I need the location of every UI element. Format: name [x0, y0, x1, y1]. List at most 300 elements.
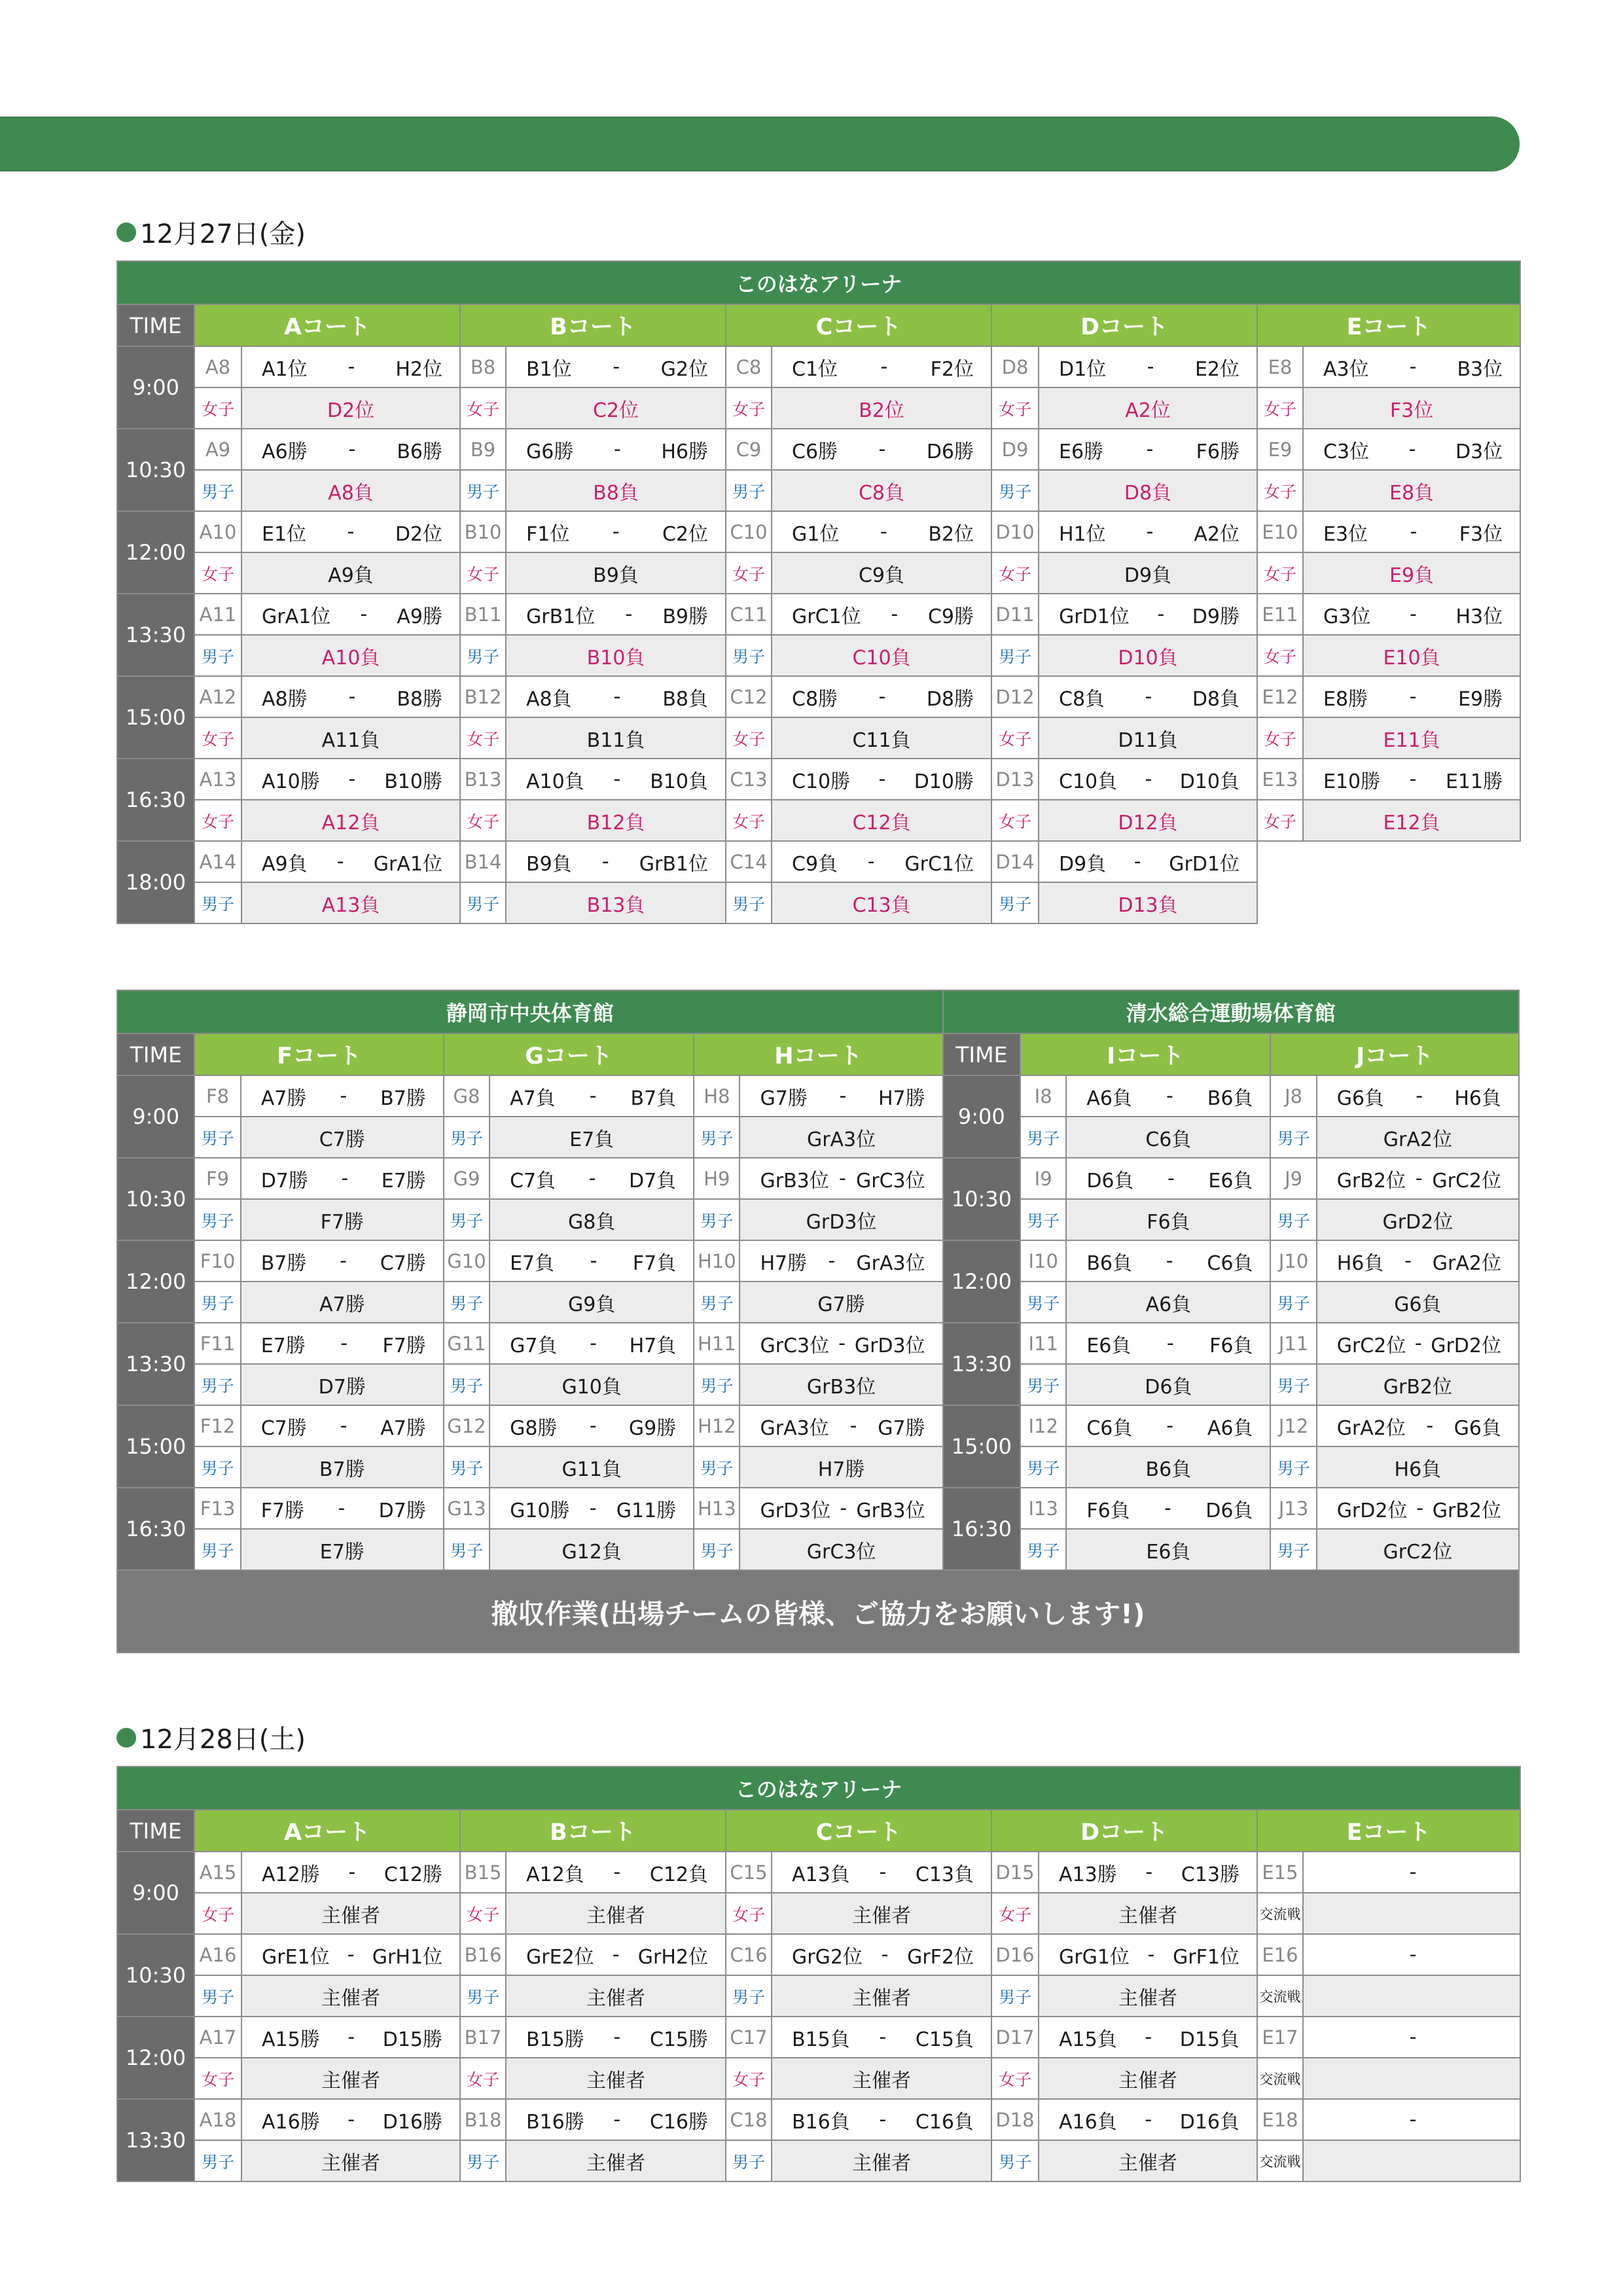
matchup-cell — [506, 676, 726, 717]
team-2: GrC1位 — [904, 852, 974, 876]
team-1: E7勝 — [260, 1334, 306, 1357]
vs-dash: - — [601, 850, 609, 873]
category-label: 女子 — [726, 387, 772, 429]
game-code: E15 — [1257, 1852, 1303, 1893]
game-code: D12 — [991, 676, 1039, 717]
time-slot: 13:30 — [117, 2099, 194, 2181]
vs-dash: - — [1145, 1861, 1153, 1884]
matchup — [772, 353, 991, 382]
referee-assignment: A13負 — [241, 882, 460, 924]
referee-assignment: E6負 — [1066, 1529, 1270, 1570]
table-row — [117, 1852, 1520, 1893]
referee-assignment: C12負 — [772, 800, 991, 841]
referee-assignment: E8負 — [1303, 470, 1520, 511]
matchup — [772, 518, 991, 547]
matchup — [507, 765, 725, 794]
vs-dash: - — [1146, 438, 1154, 461]
vs-dash: - — [338, 1497, 346, 1520]
referee-assignment: D10負 — [1039, 635, 1257, 676]
category-label: 男子 — [444, 1529, 490, 1570]
category-label: 男子 — [444, 1117, 490, 1158]
time-header: TIME — [117, 304, 194, 346]
table-row — [117, 387, 1520, 429]
referee-assignment: E7負 — [490, 1117, 694, 1158]
table-row — [117, 1075, 1519, 1117]
category-label: 女子 — [460, 552, 506, 594]
court-header: Cコート — [726, 304, 991, 346]
vs-dash: - — [878, 438, 886, 461]
table-row — [117, 1405, 1519, 1446]
vs-dash: - — [347, 1943, 355, 1966]
team-2: H7勝 — [878, 1086, 925, 1110]
vs-dash: - — [613, 2108, 621, 2131]
referee-assignment: GrD3位 — [740, 1199, 942, 1240]
category-label: 女子 — [460, 2058, 506, 2099]
table-row — [117, 1158, 1519, 1199]
matchup-cell — [241, 594, 460, 635]
category-label: 男子 — [694, 1364, 740, 1405]
referee-assignment: G6負 — [1317, 1282, 1519, 1323]
teardown-banner: 撤収作業(出場チームの皆様、ご協力をお願いします!) — [117, 1570, 1519, 1653]
category-label: 男子 — [726, 2140, 772, 2181]
matchup — [241, 1082, 443, 1111]
team-1: E3位 — [1323, 522, 1368, 546]
time-slot: 15:00 — [943, 1405, 1020, 1488]
referee-assignment: A9負 — [241, 552, 460, 594]
game-code: B10 — [460, 511, 506, 552]
matchup — [242, 765, 459, 794]
team-1: B15勝 — [526, 2028, 584, 2051]
team-1: C8勝 — [792, 687, 838, 711]
team-2: D15負 — [1179, 2028, 1240, 2051]
matchup — [242, 683, 459, 711]
category-label: 男子 — [991, 635, 1039, 676]
team-1: C10勝 — [792, 770, 851, 793]
team-1: E10勝 — [1323, 770, 1381, 793]
category-label: 男子 — [194, 1529, 240, 1570]
matchup — [1317, 1082, 1518, 1111]
game-code: J8 — [1270, 1075, 1316, 1117]
matchup — [1067, 1164, 1270, 1193]
game-code: D9 — [991, 429, 1039, 470]
matchup — [772, 2106, 991, 2134]
referee-assignment: B12負 — [506, 800, 726, 841]
referee-assignment: 主催者 — [506, 1893, 726, 1934]
matchup-cell — [1039, 841, 1257, 882]
category-label: 男子 — [444, 1199, 490, 1240]
referee-assignment: 主催者 — [772, 1975, 991, 2017]
matchup-cell — [506, 2017, 726, 2058]
team-2: G6負 — [1454, 1416, 1501, 1440]
game-code: C18 — [726, 2099, 772, 2140]
vs-dash: - — [589, 1414, 597, 1437]
category-label: 男子 — [1270, 1117, 1316, 1158]
table-row — [117, 1446, 1519, 1488]
team-1: A8負 — [526, 687, 572, 711]
category-label: 男子 — [194, 1282, 240, 1323]
game-code: G12 — [444, 1405, 490, 1446]
vs-dash: - — [1168, 1167, 1175, 1190]
vs-dash: - — [347, 520, 355, 543]
referee-assignment: D13負 — [1039, 882, 1257, 924]
referee-assignment: C7勝 — [241, 1117, 444, 1158]
referee-assignment: B2位 — [772, 387, 991, 429]
vs-dash: - — [348, 1861, 356, 1884]
team-2: GrB2位 — [1432, 1499, 1501, 1522]
game-code: C10 — [726, 511, 772, 552]
matchup — [740, 1164, 942, 1193]
vs-dash: - — [840, 1497, 847, 1520]
vs-dash: - — [613, 355, 620, 378]
referee-assignment: 主催者 — [506, 2140, 726, 2181]
team-2: A7勝 — [380, 1416, 426, 1440]
category-label: 男子 — [444, 1282, 490, 1323]
game-code: E16 — [1257, 1934, 1303, 1975]
vs-dash: - — [1145, 2026, 1152, 2049]
team-2: D8勝 — [926, 687, 974, 711]
category-label: 男子 — [1020, 1282, 1066, 1323]
category-label: 男子 — [1020, 1117, 1066, 1158]
category-label: 交流戦 — [1257, 1975, 1303, 2017]
court-header: Dコート — [991, 1810, 1257, 1852]
referee-assignment: A11負 — [241, 717, 460, 759]
court-header: Cコート — [726, 1810, 991, 1852]
team-2: GrB1位 — [639, 852, 708, 876]
category-label: 男子 — [194, 1446, 240, 1488]
team-2: C7勝 — [380, 1251, 426, 1275]
matchup-cell — [1317, 1075, 1519, 1117]
game-code: D13 — [991, 759, 1039, 800]
matchup-cell — [1303, 594, 1520, 635]
matchup — [1039, 1941, 1257, 1969]
vs-dash: - — [878, 768, 886, 791]
matchup — [1304, 1943, 1520, 1966]
category-label: 女子 — [194, 1893, 241, 1934]
matchup — [1067, 1412, 1270, 1441]
referee-assignment: 主催者 — [1039, 2058, 1257, 2099]
matchup-cell — [1303, 346, 1520, 387]
referee-assignment: G12負 — [490, 1529, 694, 1570]
category-label: 男子 — [1020, 1529, 1066, 1570]
referee-assignment: B10負 — [506, 635, 726, 676]
court-header-row — [117, 1033, 1519, 1075]
time-slot: 15:00 — [117, 1405, 194, 1488]
category-label: 女子 — [1257, 552, 1303, 594]
category-label: 女子 — [194, 552, 241, 594]
team-1: G6負 — [1336, 1086, 1385, 1110]
vs-dash: - — [1166, 1085, 1173, 1107]
matchup-cell — [1317, 1240, 1519, 1282]
category-label: 男子 — [694, 1529, 740, 1570]
game-code: F8 — [194, 1075, 240, 1117]
time-header: TIME — [117, 1033, 194, 1075]
category-label: 男子 — [726, 635, 772, 676]
matchup-cell — [772, 511, 991, 552]
team-2: G7勝 — [878, 1416, 925, 1440]
team-2: H3位 — [1455, 605, 1503, 628]
team-2: D6負 — [1205, 1499, 1253, 1522]
team-1: A16負 — [1059, 2110, 1117, 2134]
matchup — [1039, 848, 1257, 876]
team-1: D6負 — [1086, 1169, 1134, 1193]
time-slot: 10:30 — [117, 1934, 194, 2017]
matchup-cell — [740, 1240, 942, 1282]
category-label: 女子 — [726, 800, 772, 841]
referee-assignment — [1303, 2140, 1520, 2181]
bullet-icon — [116, 223, 136, 242]
referee-assignment: 主催者 — [1039, 2140, 1257, 2181]
table-row — [117, 470, 1520, 511]
category-label: 男子 — [460, 470, 506, 511]
game-code: I13 — [1020, 1488, 1066, 1529]
referee-assignment: GrC2位 — [1317, 1529, 1519, 1570]
vs-dash: - — [340, 1332, 348, 1355]
game-code: E17 — [1257, 2017, 1303, 2058]
team-2: B6勝 — [397, 440, 442, 463]
vs-dash: - — [613, 768, 621, 791]
game-code: F10 — [194, 1240, 240, 1282]
team-1: H1位 — [1059, 522, 1106, 546]
game-code: C15 — [726, 1852, 772, 1893]
team-2: F6勝 — [1196, 440, 1240, 463]
matchup-cell — [490, 1323, 694, 1364]
category-label: 交流戦 — [1257, 2140, 1303, 2181]
vs-dash: - — [1416, 1497, 1424, 1520]
category-label: 男子 — [1020, 1364, 1066, 1405]
table-row — [117, 2017, 1520, 2058]
team-1: H7勝 — [760, 1251, 808, 1275]
category-label: 男子 — [1020, 1199, 1066, 1240]
game-code: B17 — [460, 2017, 506, 2058]
team-2: D7勝 — [378, 1499, 426, 1522]
matchup — [507, 1941, 725, 1969]
time-slot: 15:00 — [117, 676, 194, 759]
referee-assignment: D7勝 — [241, 1364, 444, 1405]
matchup — [507, 600, 725, 629]
team-1: C8負 — [1059, 687, 1105, 711]
vs-dash: - — [340, 1414, 348, 1437]
table-row — [117, 1117, 1519, 1158]
team-2: C16負 — [915, 2110, 974, 2134]
referee-assignment: B13負 — [506, 882, 726, 924]
matchup-cell — [1039, 676, 1257, 717]
game-code: H12 — [694, 1405, 740, 1446]
team-1: GrA3位 — [760, 1416, 829, 1440]
game-code: A14 — [194, 841, 241, 882]
empty-cell — [1257, 841, 1520, 882]
matchup-cell — [1303, 429, 1520, 470]
team-1: A15負 — [1059, 2028, 1117, 2051]
team-2: E11勝 — [1445, 770, 1503, 793]
matchup-cell — [1317, 1323, 1519, 1364]
table-row — [117, 1893, 1520, 1934]
game-code: I11 — [1020, 1323, 1066, 1364]
matchup-cell — [772, 2017, 991, 2058]
game-code: I10 — [1020, 1240, 1066, 1282]
matchup — [490, 1494, 693, 1523]
day1-date-label: 12月27日(金) — [140, 219, 306, 249]
game-code: A12 — [194, 676, 241, 717]
time-header: TIME — [117, 1810, 194, 1852]
vs-dash: - — [1409, 603, 1417, 626]
vs-dash: - — [613, 1861, 621, 1884]
matchup — [490, 1412, 693, 1441]
vs-dash: - — [1164, 1497, 1171, 1520]
table-row — [117, 1282, 1519, 1323]
team-2: GrB3位 — [856, 1499, 925, 1522]
matchup — [507, 2023, 725, 2052]
referee-assignment: G7勝 — [740, 1282, 942, 1323]
team-2: D2位 — [395, 522, 442, 546]
matchup — [507, 1858, 725, 1887]
vs-dash: - — [1415, 1167, 1423, 1190]
matchup-cell — [1303, 676, 1520, 717]
matchup-cell — [1039, 594, 1257, 635]
vs-dash: - — [341, 1167, 349, 1190]
matchup-cell — [241, 841, 460, 882]
matchup-cell — [740, 1323, 942, 1364]
vs-dash: - — [880, 355, 888, 378]
team-2: D15勝 — [382, 2028, 442, 2051]
referee-assignment: A12負 — [241, 800, 460, 841]
game-code: B16 — [460, 1934, 506, 1975]
matchup-cell — [772, 1934, 991, 1975]
game-code: C13 — [726, 759, 772, 800]
game-code: C16 — [726, 1934, 772, 1975]
team-1: A13負 — [792, 1863, 850, 1886]
vs-dash: - — [1157, 603, 1165, 626]
referee-assignment: E9負 — [1303, 552, 1520, 594]
team-1: A6負 — [1086, 1086, 1132, 1110]
category-label: 男子 — [1270, 1364, 1316, 1405]
matchup-cell — [241, 1240, 444, 1282]
game-code: E9 — [1257, 429, 1303, 470]
matchup-cell — [241, 1075, 444, 1117]
game-code: D16 — [991, 1934, 1039, 1975]
matchup-cell — [1039, 2017, 1257, 2058]
game-code: A11 — [194, 594, 241, 635]
referee-assignment: GrD2位 — [1317, 1199, 1519, 1240]
team-1: G6勝 — [526, 440, 574, 463]
referee-assignment: G8負 — [490, 1199, 694, 1240]
category-label: 男子 — [726, 1975, 772, 2017]
court-header: Aコート — [194, 304, 460, 346]
matchup — [507, 848, 725, 876]
team-2: F7負 — [632, 1251, 677, 1275]
category-label: 男子 — [726, 882, 772, 924]
team-1: B15負 — [792, 2028, 850, 2051]
matchup — [740, 1082, 942, 1111]
vs-dash: - — [1409, 685, 1417, 708]
game-code: B13 — [460, 759, 506, 800]
team-1: GrC1位 — [792, 605, 861, 628]
referee-assignment: 主催者 — [241, 2140, 460, 2181]
referee-assignment: GrA2位 — [1317, 1117, 1519, 1158]
team-2: GrF2位 — [907, 1945, 974, 1969]
matchup — [241, 1329, 443, 1358]
table-row — [117, 676, 1520, 717]
venue-row — [117, 1767, 1520, 1810]
team-2: F7勝 — [382, 1334, 426, 1357]
team-2: B9勝 — [662, 605, 708, 628]
referee-assignment: H7勝 — [740, 1446, 942, 1488]
matchup — [507, 353, 725, 382]
category-label: 女子 — [194, 387, 241, 429]
vs-dash: - — [1426, 1414, 1434, 1437]
category-label: 女子 — [460, 387, 506, 429]
team-1: B16負 — [792, 2110, 850, 2134]
time-slot: 10:30 — [117, 429, 194, 511]
matchup — [242, 1941, 459, 1969]
matchup-cell — [1303, 1852, 1520, 1893]
category-label: 女子 — [991, 2058, 1039, 2099]
matchup-cell — [241, 429, 460, 470]
matchup-cell — [490, 1488, 694, 1529]
team-2: F2位 — [930, 357, 974, 381]
team-1: B6負 — [1086, 1251, 1132, 1275]
category-label: 男子 — [1020, 1446, 1066, 1488]
court-header: Dコート — [991, 304, 1257, 346]
matchup — [490, 1329, 693, 1358]
vs-dash: - — [1166, 1249, 1173, 1272]
matchup — [1304, 683, 1520, 711]
referee-assignment: A2位 — [1039, 387, 1257, 429]
vs-dash: - — [878, 685, 886, 708]
matchup — [1039, 518, 1257, 547]
category-label: 男子 — [194, 1975, 241, 2017]
game-code: E12 — [1257, 676, 1303, 717]
matchup — [1317, 1329, 1518, 1358]
referee-assignment: E10負 — [1303, 635, 1520, 676]
team-1: C1位 — [792, 357, 838, 381]
team-2: D6勝 — [926, 440, 974, 463]
team-2: GrA1位 — [373, 852, 442, 876]
game-code: E8 — [1257, 346, 1303, 387]
time-slot: 12:00 — [117, 511, 194, 594]
matchup — [740, 1329, 942, 1358]
referee-assignment: D6負 — [1066, 1364, 1270, 1405]
team-2: A2位 — [1194, 522, 1240, 546]
table-row — [117, 1364, 1519, 1405]
referee-assignment: C6負 — [1066, 1117, 1270, 1158]
matchup — [1067, 1082, 1270, 1111]
category-label: 男子 — [991, 1975, 1039, 2017]
team-1: B16勝 — [526, 2110, 584, 2134]
team-2: D8負 — [1192, 687, 1240, 711]
matchup-cell — [241, 2017, 460, 2058]
matchup-cell — [241, 511, 460, 552]
matchup-cell — [241, 1405, 444, 1446]
category-label: 男子 — [444, 1364, 490, 1405]
table-row — [117, 800, 1520, 841]
matchup — [1304, 2026, 1520, 2049]
game-code: E11 — [1257, 594, 1303, 635]
court-header: Eコート — [1257, 304, 1520, 346]
matchup-cell — [772, 594, 991, 635]
matchup-cell — [241, 1934, 460, 1975]
category-label: 男子 — [1270, 1446, 1316, 1488]
team-1: A9負 — [262, 852, 308, 876]
matchup-cell — [1039, 511, 1257, 552]
matchup-cell — [740, 1488, 942, 1529]
game-code: G11 — [444, 1323, 490, 1364]
matchup-cell — [1066, 1405, 1270, 1446]
matchup-cell — [1066, 1240, 1270, 1282]
referee-assignment: GrA3位 — [740, 1117, 942, 1158]
vs-dash: - — [1166, 1414, 1174, 1437]
matchup — [1067, 1329, 1270, 1358]
header-band — [0, 117, 1520, 171]
